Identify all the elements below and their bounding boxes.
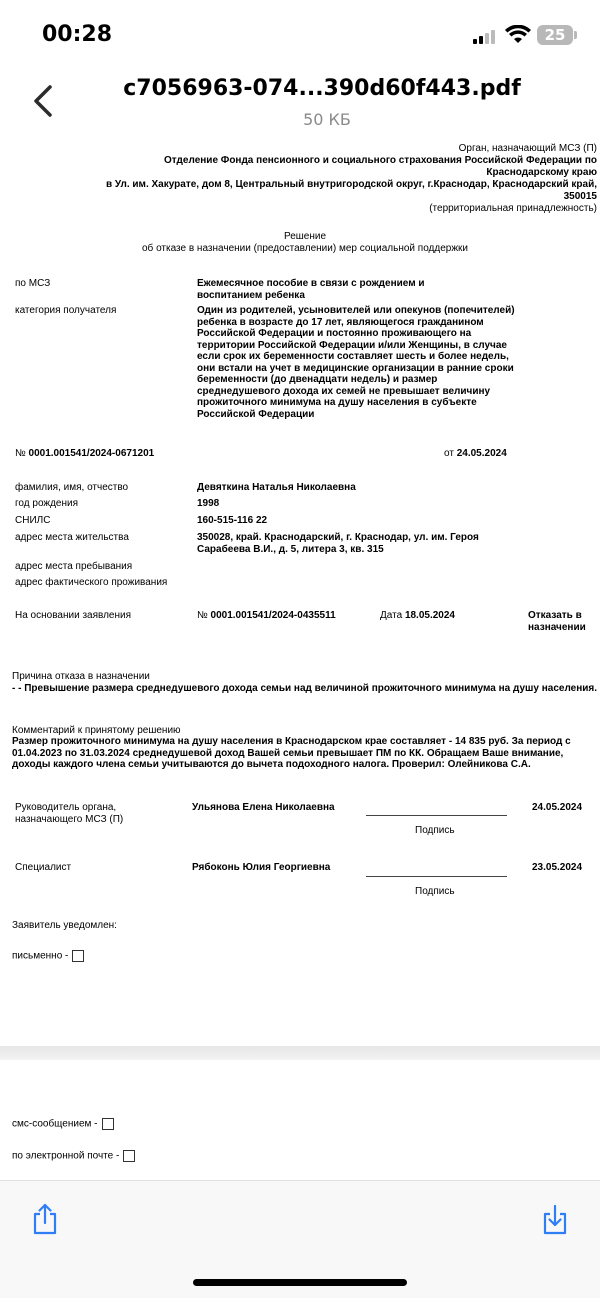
msz-value: Ежемесячное пособие в связи с рождением и воспитанием ребенка [197, 278, 425, 301]
battery-cap [574, 31, 577, 39]
birth-value: 1998 [197, 498, 220, 509]
specialist-signature-line [366, 876, 507, 877]
sms-label: смс-сообщением - [12, 1118, 98, 1130]
snils-label: СНИЛС [15, 515, 51, 526]
decision-number: 0001.001541/2024-0671201 [28, 448, 155, 459]
page-break [0, 1046, 600, 1060]
specialist-signature-caption: Подпись [415, 886, 455, 897]
address-label: адрес места жительства [15, 532, 129, 543]
basis-date: 18.05.2024 [404, 610, 455, 621]
decision-text: Отказать в назначении [528, 610, 586, 633]
reason-label: Причина отказа в назначении [12, 671, 150, 682]
date-prefix: от [444, 448, 454, 459]
msz-label: по МСЗ [15, 278, 51, 289]
fio-value: Девяткина Наталья Николаевна [197, 482, 356, 493]
number-prefix: № [15, 448, 26, 459]
org-line4: 350015 [563, 191, 597, 202]
home-indicator [193, 1279, 407, 1286]
file-size: 50 КБ [303, 110, 351, 129]
status-time: 00:28 [42, 22, 113, 47]
specialist-label: Специалист [15, 862, 72, 873]
stay-address-label: адрес места пребывания [15, 561, 133, 572]
email-label: по электронной почте - [12, 1150, 120, 1162]
head-label: Руководитель органа, назначающего МСЗ (П) [15, 802, 124, 825]
fio-label: фамилия, имя, отчество [15, 482, 129, 493]
specialist-name: Рябоконь Юлия Георгиевна [192, 862, 331, 873]
battery-indicator: 25 [537, 25, 573, 45]
share-icon[interactable] [30, 1202, 60, 1236]
email-checkbox [123, 1150, 135, 1162]
snils-value: 160-515-116 22 [197, 515, 268, 526]
decision-date: 24.05.2024 [456, 448, 507, 459]
pdf-document[interactable] [0, 134, 600, 1180]
doc-subtitle: об отказе в назначении (предоставлении) мер социальной поддержки [142, 243, 468, 254]
specialist-date: 23.05.2024 [532, 862, 583, 873]
org-line1: Отделение Фонда пенсионного и социального страхования Российской Федерации по [164, 155, 597, 166]
cellular-signal-icon [473, 30, 499, 44]
comment-label: Комментарий к принятому решению [12, 725, 181, 736]
download-icon[interactable] [540, 1202, 570, 1236]
org-territory: (территориальная принадлежность) [429, 203, 597, 214]
comment-value: Размер прожиточного минимума на душу населения в Краснодарском крае составляет - 14 835 руб. За период с 01.04.2023 по 31.03.2024 среднедушевой доход Вашей семьи превышает ПМ по КК. Обращаем Ваше внимание, доходы каждого члена семьи учитываются до вычета подоходного налога. Проверил: Олейникова С.А. [12, 736, 571, 770]
address-value: 350028, край. Краснодарский, г. Краснодар, ул. им. Героя Сарабеева В.И., д. 5, литера 3, кв. 315 [197, 532, 479, 555]
sms-checkbox [102, 1118, 114, 1130]
notified-label: Заявитель уведомлен: [12, 920, 117, 931]
file-title: c7056963-074...390d60f443.pdf [123, 76, 521, 101]
written-checkbox [72, 950, 84, 962]
birth-label: год рождения [15, 498, 79, 509]
org-line3: в Ул. им. Хакурате, дом 8, Центральный внутригородской округ, г.Краснодар, Краснодарский край, [105, 179, 597, 190]
head-name: Ульянова Елена Николаевна [192, 802, 335, 813]
reason-value: - - Превышение размера среднедушевого дохода семьи над величиной прожиточного минимума на душу населения. [12, 683, 598, 694]
actual-address-label: адрес фактического проживания [15, 577, 168, 588]
basis-number-prefix: № [197, 610, 208, 621]
basis-number: 0001.001541/2024-0435511 [210, 610, 336, 621]
org-line2: Краснодарскому краю [486, 167, 597, 178]
written-label: письменно - [12, 950, 69, 962]
head-signature-line [366, 815, 507, 816]
category-value: Один из родителей, усыновителей или опекунов (попечителей) ребенка в возрасте до 17 лет, являющегося гражданином Российской Федерации и постоянно проживающего на территории Российской Федерации и/или Женщины, в случае если срок их беременности составляет шесть и более недель, они встали на учет в медицинские организации в ранние сроки беременности (до двенадцати недель) и размер среднедушевого дохода их семей не превышает величину прожиточного минимума на душу населения в субъекте Российской Федерации [197, 305, 515, 420]
basis-date-label: Дата [380, 610, 403, 621]
basis-label: На основании заявления [15, 610, 132, 621]
head-signature-caption: Подпись [415, 825, 455, 836]
category-label: категория получателя [15, 305, 117, 316]
wifi-icon [505, 25, 531, 45]
doc-title: Решение [283, 231, 327, 242]
head-date: 24.05.2024 [532, 802, 583, 813]
org-label: Орган, назначающий МСЗ (П) [458, 143, 597, 154]
